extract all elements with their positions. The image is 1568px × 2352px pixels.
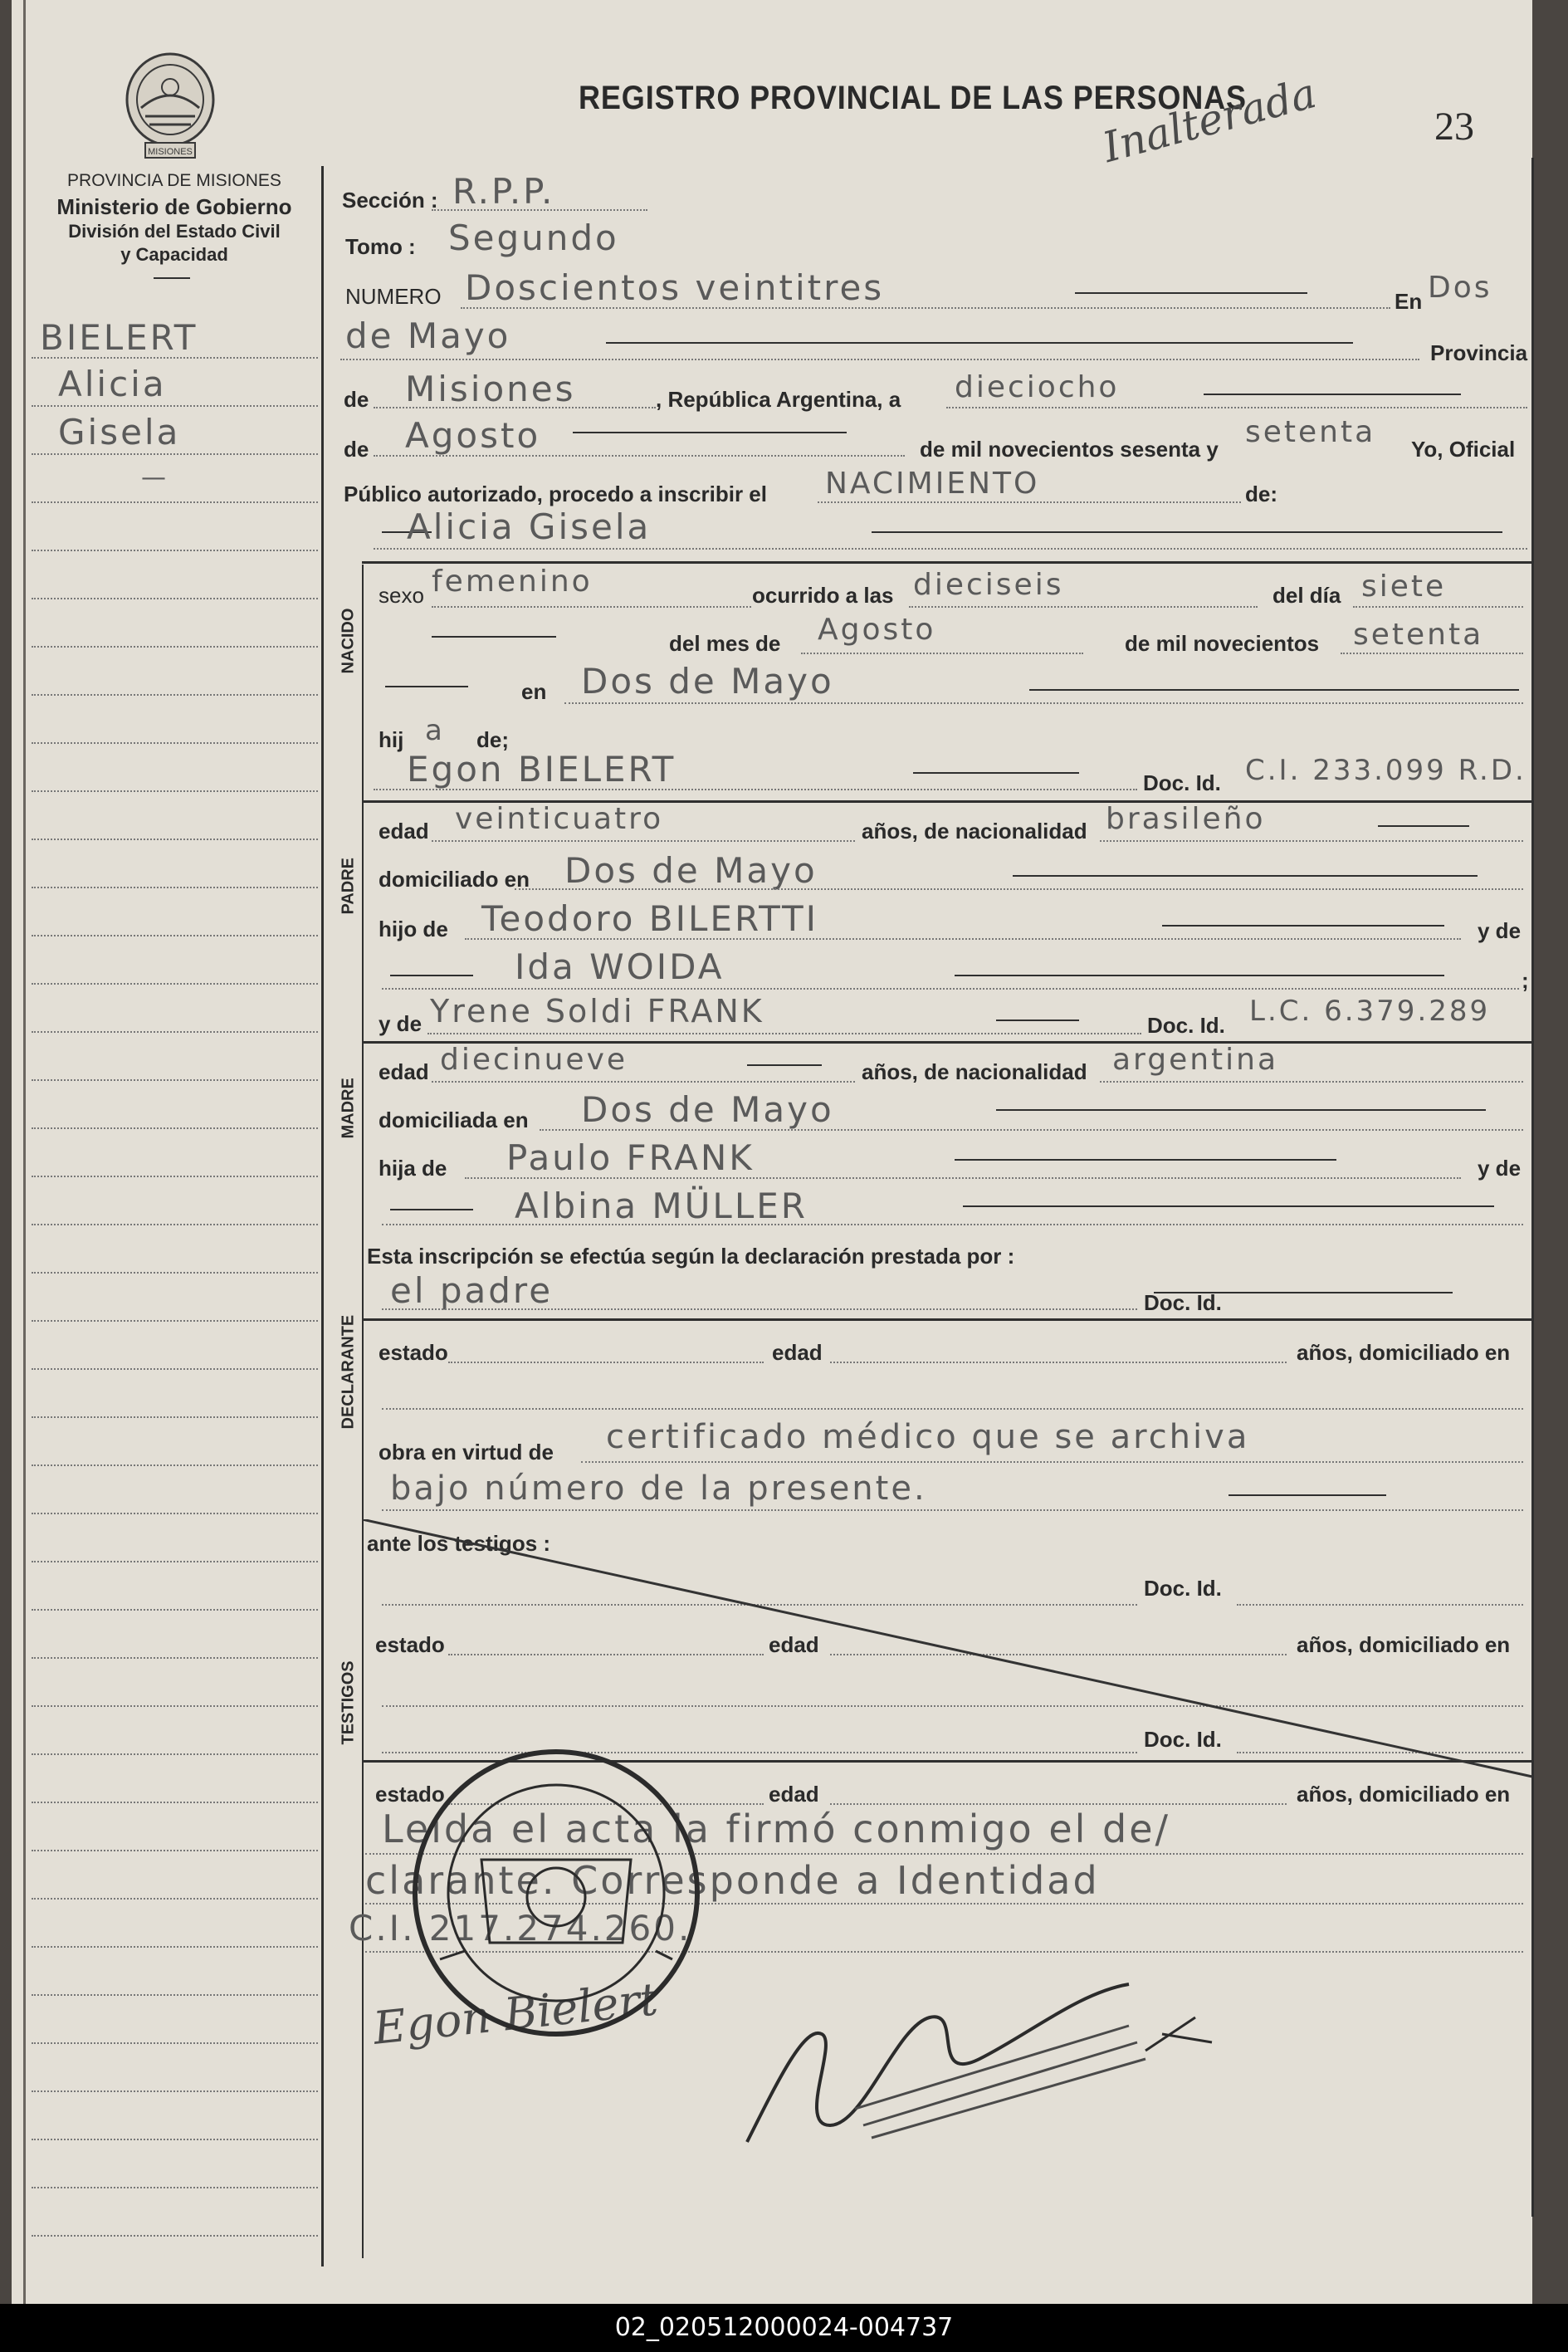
margin-line <box>32 983 318 985</box>
padre-hijo-de-label: hijo de <box>379 917 448 941</box>
margin-line <box>32 1850 318 1851</box>
padre-dom-line <box>515 888 1523 890</box>
madre-edad-line <box>432 1081 855 1083</box>
sexo-label: sexo <box>379 583 424 608</box>
testigo2-edad-line <box>830 1803 1287 1805</box>
en-line <box>340 359 1419 360</box>
page-edge <box>23 0 26 2304</box>
seccion-value: R.P.P. <box>452 171 555 212</box>
declarante-line <box>382 1308 1137 1310</box>
lugar-line <box>564 702 1523 704</box>
margin-line <box>32 1946 318 1948</box>
padre-madre-line <box>382 988 1519 990</box>
margin-line <box>32 1079 318 1081</box>
mes-line <box>374 455 905 457</box>
obra-line-1 <box>581 1461 1523 1463</box>
padre-madre-value: Ida WOIDA <box>515 946 725 987</box>
margin-line <box>32 1176 318 1177</box>
lugar-fill <box>1029 689 1519 691</box>
padre-padre-value: Teodoro BILERTTI <box>481 898 819 939</box>
testigos-side-label: TESTIGOS <box>339 1660 358 1745</box>
padre-nac-label: años, de nacionalidad <box>862 819 1087 843</box>
margin-line <box>32 1609 318 1611</box>
margin-line <box>32 887 318 888</box>
margin-line <box>32 1802 318 1803</box>
document-page <box>12 0 1532 2304</box>
hij-suffix: a <box>425 714 445 747</box>
padre-dom-label: domiciliado en <box>379 867 530 892</box>
madre-madre-line <box>382 1224 1523 1225</box>
margin-line <box>32 1464 318 1466</box>
margin-line <box>32 1368 318 1370</box>
padre-nombre-fill <box>913 772 1079 774</box>
margin-line <box>32 2139 318 2140</box>
mes-nac-line <box>801 653 1083 654</box>
testigo2-doc-label: Doc. Id. <box>1144 1727 1222 1752</box>
madre-y-de-label-2: y de <box>1478 1156 1522 1181</box>
margin-line <box>32 839 318 840</box>
declarante-value: el padre <box>390 1270 554 1311</box>
section-frame-line-lower <box>362 1312 364 2258</box>
top-signature: Inalterada <box>1097 68 1321 173</box>
padre-nac-line <box>1100 840 1523 842</box>
anio-value: setenta <box>1245 415 1376 449</box>
de-mil-sesenta-label: de mil novecientos sesenta y <box>920 437 1219 462</box>
declarante-edad-line <box>830 1362 1287 1363</box>
dia-value: dieciocho <box>955 370 1120 404</box>
official-signature-icon <box>730 1959 1245 2167</box>
en-fill <box>606 342 1353 344</box>
madre-doc-label: Doc. Id. <box>1147 1013 1225 1038</box>
seccion-label: Sección : <box>342 188 438 213</box>
cierre-line-2: clarante. Corresponde a Identidad <box>365 1858 1100 1903</box>
margin-line <box>32 1994 318 1996</box>
padre-nombre-line <box>374 789 1137 790</box>
padre-nac-fill <box>1378 825 1469 827</box>
testigo2-estado-label: estado <box>375 1782 445 1807</box>
margin-line <box>32 1898 318 1900</box>
madre-madre-fill <box>963 1205 1494 1207</box>
tomo-label: Tomo : <box>345 234 416 259</box>
testigo1-edad-label: edad <box>769 1632 819 1657</box>
margin-line <box>32 1127 318 1129</box>
margin-line <box>32 1753 318 1755</box>
inscripcion-label: Esta inscripción se efectúa según la declaración prestada por : <box>367 1244 1015 1269</box>
testigo1-estado-label: estado <box>375 1632 445 1657</box>
margin-line <box>32 1224 318 1225</box>
madre-nac-value: argentina <box>1112 1043 1279 1077</box>
obra-value-2: bajo número de la presente. <box>390 1469 927 1508</box>
margin-line <box>32 1416 318 1418</box>
republica-label: , República Argentina, a <box>656 387 901 412</box>
provincia-value: Misiones <box>405 369 576 409</box>
registry-stamp-icon <box>407 1743 706 2042</box>
declarante-top-rule <box>362 1318 1534 1321</box>
margin-line <box>32 1561 318 1562</box>
declarante-dom-line <box>382 1408 1523 1410</box>
hij-label: hij <box>379 727 404 752</box>
publico-label: Público autorizado, procedo a inscribir el <box>344 482 767 506</box>
padre-padre-line <box>465 938 1461 940</box>
declarante-anos-dom-label: años, domiciliado en <box>1297 1340 1511 1365</box>
provincia-line <box>374 407 656 408</box>
testigo1-anos-dom-label: años, domiciliado en <box>1297 1632 1511 1657</box>
margin-line <box>32 453 318 455</box>
margin-line <box>32 790 318 792</box>
en-label: En <box>1395 289 1423 314</box>
dia-fill <box>1204 394 1461 395</box>
margin-line <box>32 1320 318 1322</box>
provincia-label: Provincia <box>1430 340 1528 365</box>
testigo1-doc-label: Doc. Id. <box>1144 1576 1222 1601</box>
numero-label: NUMERO <box>345 284 442 309</box>
madre-edad-value: diecinueve <box>440 1043 628 1077</box>
cierre-line-3: C.I. 217.274.260. <box>349 1908 692 1949</box>
madre-dom-line <box>540 1129 1523 1131</box>
del-mes-label: del mes de <box>669 631 781 656</box>
padre-dom-fill <box>1013 875 1478 877</box>
madre-nac-line <box>1100 1081 1523 1083</box>
madre-dom-label: domiciliada en <box>379 1108 529 1132</box>
numero-fill <box>1075 292 1307 294</box>
margin-line <box>32 2235 318 2237</box>
margin-line <box>32 550 318 551</box>
margin-line <box>32 405 318 407</box>
declarante-estado-label: estado <box>379 1340 448 1365</box>
de-semi-label: de; <box>476 727 509 752</box>
seccion-line <box>432 209 647 211</box>
org-divider <box>154 277 190 279</box>
testigo2-edad-label: edad <box>769 1782 819 1807</box>
margin-line <box>32 935 318 936</box>
mes-nac-value: Agosto <box>818 613 936 647</box>
ocurrido-label: ocurrido a las <box>752 583 894 608</box>
margin-line <box>32 2042 318 2044</box>
obra-value-1: certificado médico que se archiva <box>606 1418 1250 1456</box>
madre-padre-fill <box>955 1159 1336 1161</box>
margin-line <box>32 646 318 648</box>
padre-nombre-value: Egon BIELERT <box>407 749 677 790</box>
mes-fill <box>573 432 847 433</box>
margin-line <box>32 501 318 503</box>
de-label-2: de <box>344 437 369 462</box>
madre-nombre-fill <box>996 1020 1079 1021</box>
page-title: REGISTRO PROVINCIAL DE LAS PERSONAS <box>579 80 1247 116</box>
padre-edad-line <box>432 840 855 842</box>
de-label-1: de <box>344 387 369 412</box>
margin-line <box>32 1272 318 1274</box>
image-caption: 02_020512000024-004737 <box>0 2304 1568 2352</box>
margin-line <box>32 742 318 744</box>
margin-line <box>32 1513 318 1514</box>
main-frame-right <box>1531 158 1534 2217</box>
nacido-top-rule <box>362 561 1534 564</box>
dia-nac-line <box>1353 606 1523 608</box>
margin-name-2: Gisela <box>58 412 181 452</box>
sexo-fill <box>432 636 556 638</box>
cierre-line-1: Leída el acta la firmó conmigo el de/ <box>382 1807 1171 1851</box>
de-colon-label: de: <box>1245 482 1277 506</box>
madre-padre-line <box>465 1177 1461 1179</box>
en-lugar-label: en <box>521 679 547 704</box>
declarante-side-label <box>339 1380 359 1430</box>
acto-value: NACIMIENTO <box>825 467 1040 501</box>
margin-line <box>32 598 318 599</box>
margin-line <box>32 1657 318 1659</box>
page-number: 23 <box>1434 105 1474 149</box>
lugar-dash <box>385 686 468 687</box>
madre-nac-label: años, de nacionalidad <box>862 1059 1087 1084</box>
padre-side-label: PADRE <box>339 857 358 915</box>
margin-dash: — <box>141 463 169 492</box>
main-frame-left <box>321 166 324 2266</box>
madre-y-de-label: y de <box>379 1011 423 1036</box>
margin-surname: BIELERT <box>40 317 198 358</box>
margin-line <box>32 694 318 696</box>
org-capacity: y Capacidad <box>120 244 228 265</box>
sexo-value: femenino <box>432 565 593 599</box>
numero-value: Doscientos veintitres <box>465 267 885 308</box>
padre-y-de-label: y de <box>1478 918 1522 943</box>
margin-line <box>32 1031 318 1033</box>
dia-nac-value: siete <box>1361 570 1447 604</box>
madre-dom-fill <box>996 1109 1486 1111</box>
en-value-2: de Mayo <box>345 315 511 356</box>
margin-name-1: Alicia <box>58 364 167 404</box>
testigo2-anos-dom-label: años, domiciliado en <box>1297 1782 1511 1807</box>
margin-line <box>32 1705 318 1707</box>
anio-nac-line <box>1341 653 1523 654</box>
declarante-edad-label: edad <box>772 1340 823 1365</box>
anio-nac-value: setenta <box>1353 618 1484 652</box>
obra-fill <box>1229 1494 1386 1496</box>
tomo-value: Segundo <box>448 218 619 258</box>
madre-dom-value: Dos de Mayo <box>581 1089 834 1130</box>
madre-madre-dash <box>390 1209 473 1210</box>
org-division: División del Estado Civil <box>68 221 281 242</box>
dia-line <box>946 407 1527 408</box>
numero-line <box>461 307 1390 309</box>
madre-nombre-line <box>427 1033 1141 1034</box>
padre-padre-fill <box>1162 925 1444 927</box>
province-seal-icon <box>116 50 224 166</box>
madre-edad-fill <box>747 1064 822 1066</box>
padre-edad-label: edad <box>379 819 429 843</box>
org-ministry: Ministerio de Gobierno <box>56 194 292 219</box>
padre-dom-value: Dos de Mayo <box>564 850 818 891</box>
semicolon-label: ; <box>1522 968 1529 993</box>
declarante-doc-label: Doc. Id. <box>1144 1290 1222 1315</box>
padre-madre-dash <box>390 975 473 976</box>
nombre-line <box>374 548 1527 550</box>
declarante-estado-line <box>448 1362 764 1363</box>
padre-nac-value: brasileño <box>1106 802 1266 836</box>
madre-nombre-value: Yrene Soldi FRANK <box>430 993 764 1029</box>
nombre-fill <box>872 531 1502 533</box>
padre-doc-label: Doc. Id. <box>1143 770 1221 795</box>
sexo-line <box>432 606 751 608</box>
del-dia-label: del día <box>1272 583 1341 608</box>
lugar-value: Dos de Mayo <box>581 661 834 702</box>
yo-oficial-label: Yo, Oficial <box>1411 437 1516 462</box>
acto-line <box>818 501 1241 503</box>
seal-banner-text: MISIONES <box>148 147 193 157</box>
nacido-side-label: NACIDO <box>339 608 358 674</box>
padre-madre-fill <box>955 975 1444 976</box>
declarant-signature: Egon Bielert <box>370 1973 661 2055</box>
org-province: PROVINCIA DE MISIONES <box>67 171 281 190</box>
margin-line <box>32 2187 318 2188</box>
madre-side-label: MADRE <box>339 1078 358 1139</box>
mes-value: Agosto <box>405 415 541 456</box>
madre-edad-label: edad <box>379 1059 429 1084</box>
margin-line <box>32 2090 318 2092</box>
hora-value: dieciseis <box>913 568 1064 602</box>
nombre-value: Alicia Gisela <box>407 506 652 547</box>
en-value-1: Dos <box>1428 271 1492 305</box>
padre-edad-value: veinticuatro <box>455 802 664 836</box>
hora-line <box>909 606 1258 608</box>
madre-doc-value: L.C. 6.379.289 <box>1249 995 1491 1028</box>
obra-label: obra en virtud de <box>379 1440 554 1464</box>
de-mil-label: de mil novecientos <box>1125 631 1320 656</box>
obra-line-2 <box>382 1509 1523 1511</box>
madre-madre-value: Albina MÜLLER <box>515 1186 808 1226</box>
padre-doc-value: C.I. 233.099 R.D. <box>1245 754 1526 787</box>
ante-label: ante los testigos : <box>367 1531 551 1556</box>
madre-padre-value: Paulo FRANK <box>506 1137 755 1178</box>
madre-hija-de-label: hija de <box>379 1156 447 1181</box>
